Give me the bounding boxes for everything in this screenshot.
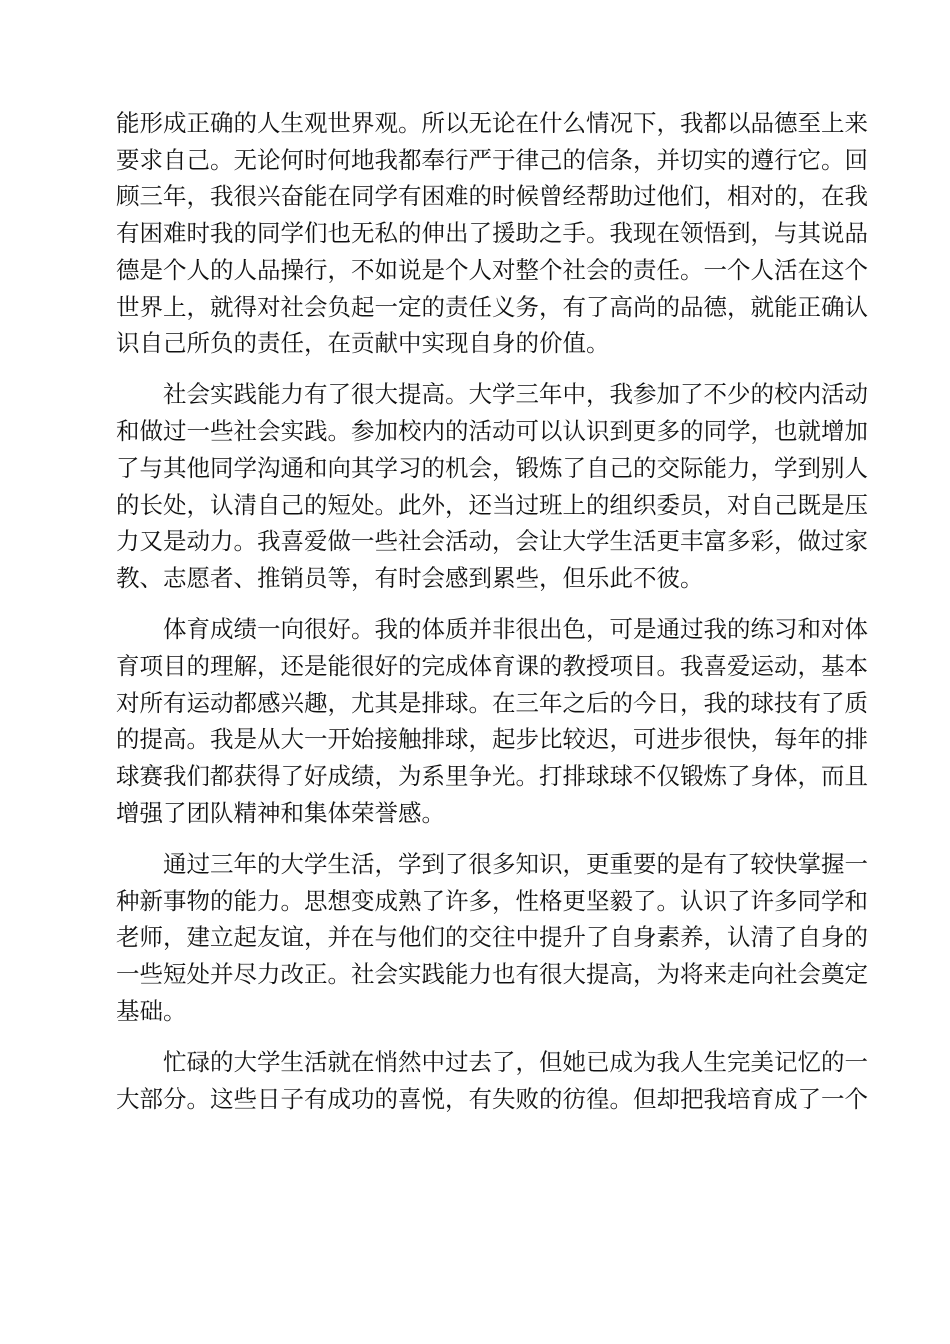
paragraph-character bbox=[116, 105, 868, 362]
text-line: 育项目的理解，还是能很好的完成体育课的教授项目。我喜爱运动，基本 bbox=[116, 651, 868, 680]
text-line: 能形成正确的人生观世界观。所以无论在什么情况下，我都以品德至上来 bbox=[116, 109, 868, 137]
text-line: 德是个人的人品操行，不如说是个人对整个社会的责任。一个人活在这个 bbox=[116, 255, 868, 284]
text-line: 一些短处并尽力改正。社会实践能力也有很大提高，为将来走向社会奠定 bbox=[116, 959, 868, 988]
text-line: 对所有运动都感兴趣，尤其是排球。在三年之后的今日，我的球技有了质 bbox=[116, 688, 868, 717]
paragraph-sports bbox=[116, 611, 868, 831]
text-line: 大部分。这些日子有成功的喜悦，有失败的彷徨。但却把我培育成了一个 bbox=[116, 1084, 868, 1113]
text-line: 要求自己。无论何时何地我都奉行严于律己的信条，并切实的遵行它。回 bbox=[116, 145, 868, 174]
text-line: 有困难时我的同学们也无私的伸出了援助之手。我现在领悟到，与其说品 bbox=[116, 219, 868, 248]
text-line: 世界上，就得对社会负起一定的责任义务，有了高尚的品德，就能正确认 bbox=[116, 292, 868, 321]
text-line: 识自己所负的责任，在贡献中实现自身的价值。 bbox=[116, 329, 610, 358]
text-line: 增强了团队精神和集体荣誉感。 bbox=[116, 798, 445, 827]
text-line: 力又是动力。我喜爱做一些社会活动，会让大学生活更丰富多彩，做过家 bbox=[116, 527, 868, 556]
text-line: 通过三年的大学生活，学到了很多知识，更重要的是有了较快掌握一 bbox=[163, 849, 868, 878]
text-line: 种新事物的能力。思想变成熟了许多，性格更坚毅了。认识了许多同学和 bbox=[116, 886, 868, 915]
document-body bbox=[116, 105, 868, 1117]
text-line: 老师，建立起友谊，并在与他们的交往中提升了自身素养，认清了自身的 bbox=[116, 923, 868, 952]
paragraph-summary bbox=[116, 846, 868, 1030]
paragraph-conclusion bbox=[116, 1044, 868, 1117]
text-line: 基础。 bbox=[116, 996, 187, 1025]
text-line: 的提高。我是从大一开始接触排球，起步比较迟，可进步很快，每年的排 bbox=[116, 725, 868, 754]
text-line: 忙碌的大学生活就在悄然中过去了，但她已成为我人生完美记忆的一 bbox=[163, 1047, 868, 1076]
text-line: 和做过一些社会实践。参加校内的活动可以认识到更多的同学，也就增加 bbox=[116, 417, 868, 446]
paragraph-social-practice bbox=[116, 376, 868, 596]
text-line: 顾三年，我很兴奋能在同学有困难的时候曾经帮助过他们，相对的，在我 bbox=[116, 182, 868, 211]
text-line: 了与其他同学沟通和向其学习的机会，锻炼了自己的交际能力，学到别人 bbox=[116, 453, 868, 482]
text-line: 球赛我们都获得了好成绩，为系里争光。打排球球不仅锻炼了身体，而且 bbox=[116, 761, 868, 790]
text-line: 社会实践能力有了很大提高。大学三年中，我参加了不少的校内活动 bbox=[163, 380, 868, 409]
text-line: 体育成绩一向很好。我的体质并非很出色，可是通过我的练习和对体 bbox=[163, 615, 868, 644]
text-line: 教、志愿者、推销员等，有时会感到累些，但乐此不彼。 bbox=[116, 563, 704, 592]
text-line: 的长处，认清自己的短处。此外，还当过班上的组织委员，对自己既是压 bbox=[116, 490, 868, 519]
